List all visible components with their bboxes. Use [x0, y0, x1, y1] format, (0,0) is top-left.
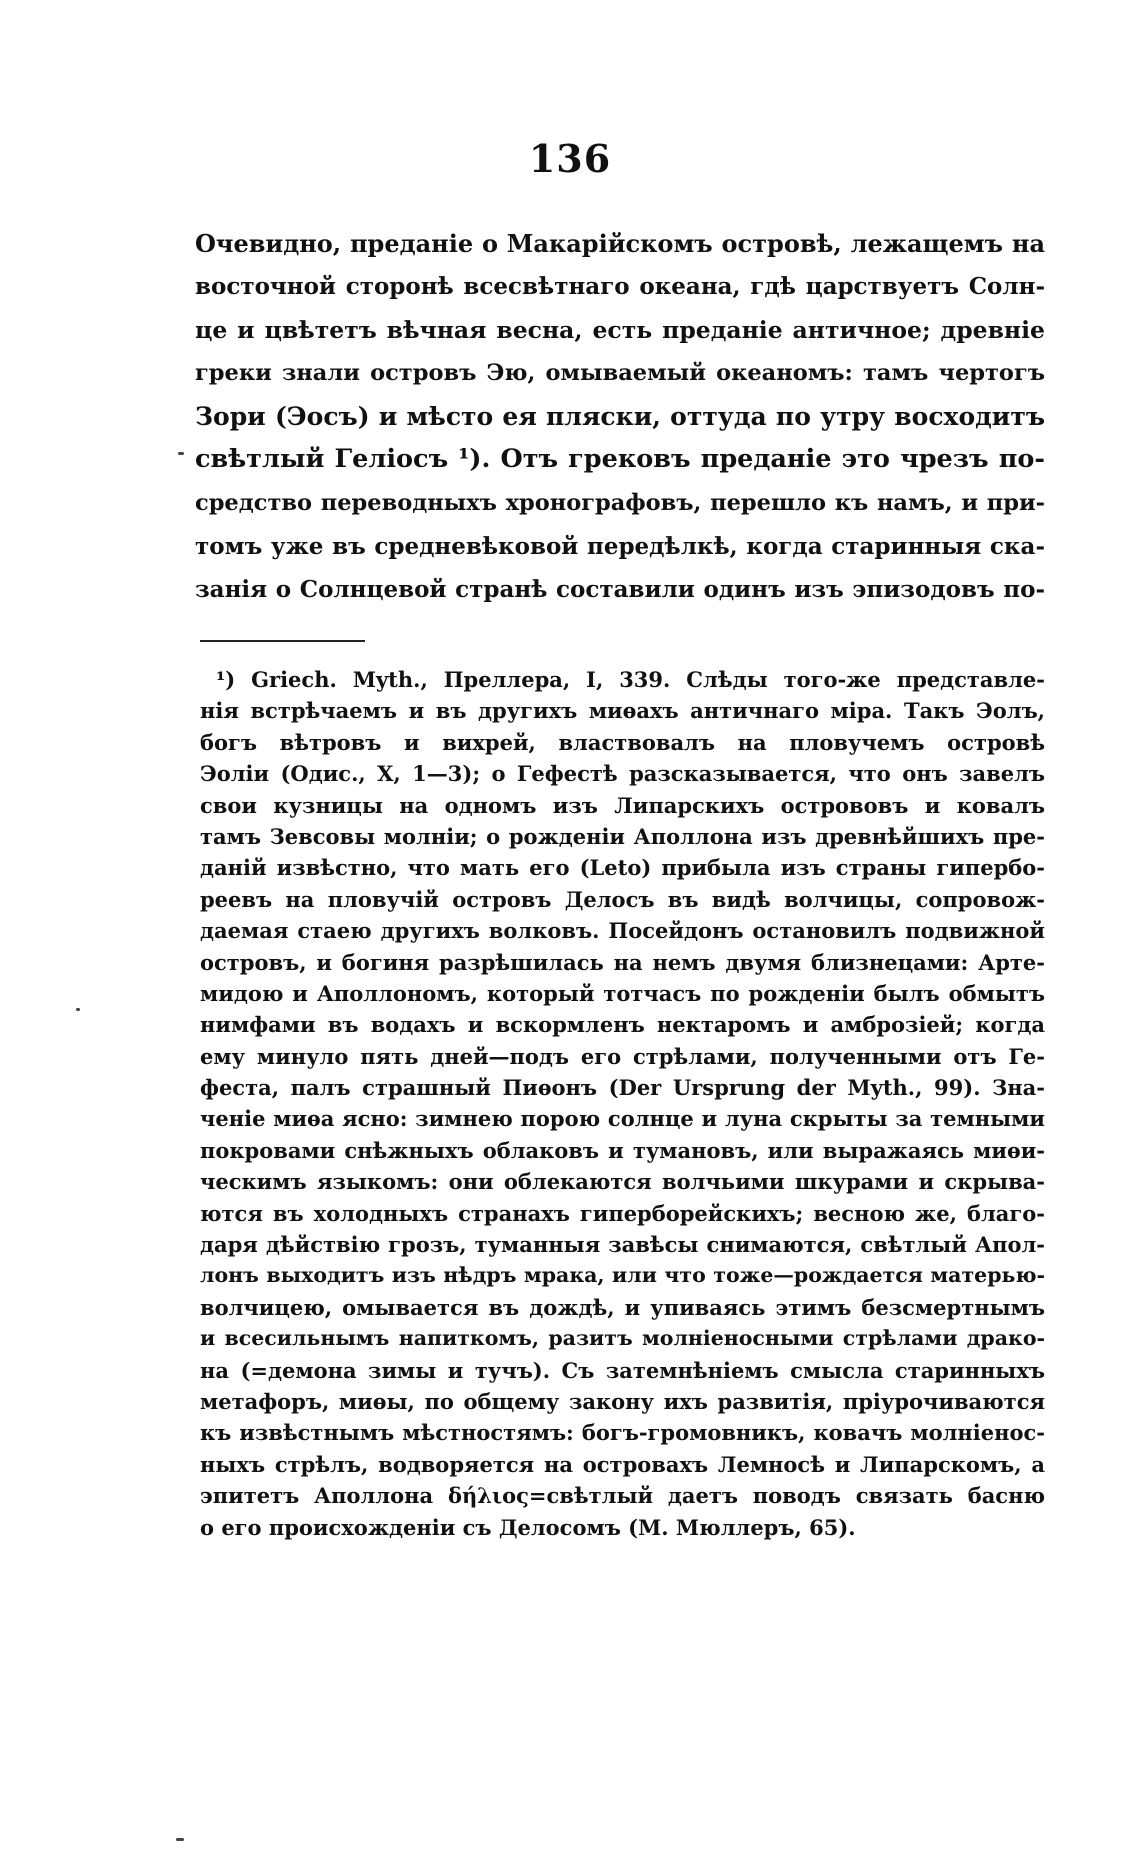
footnote-line: ¹) Griech. Myth., Преллера, I, 339. Слѣды того-же представле-: [216, 667, 1045, 692]
footnote-line: Эоліи (Одис., X, 1—3); о Гефестѣ разсказывается, что онъ завелъ: [200, 761, 1045, 787]
footnote-line: лонъ выходитъ изъ нѣдръ мрака, или что тоже—рождается матерью-: [200, 1263, 1045, 1288]
footnote-line: эпитетъ Аполлона δήλιος=свѣтлый даетъ поводъ связать басню: [200, 1483, 1045, 1509]
scan-speck: [176, 1838, 184, 1841]
main-text-line: Очевидно, преданіе о Макарійскомъ островѣ, лежащемъ на: [195, 229, 1045, 258]
main-text-line: восточной сторонѣ всесвѣтнаго океана, гдѣ царствуетъ Солн-: [195, 273, 1045, 301]
footnote-line: ются въ холодныхъ странахъ гиперборейскихъ; весною же, благо-: [200, 1200, 1045, 1226]
footnote-line: къ извѣстнымъ мѣстностямъ: богъ-громовникъ, ковачъ молніенос-: [200, 1420, 1045, 1446]
footnote-line: ческимъ языкомъ: они облекаются волчьими шкурами и скрыва-: [200, 1169, 1045, 1195]
footnote-line: нимфами въ водахъ и вскормленъ нектаромъ и амброзіей; когда: [200, 1012, 1045, 1038]
footnote-line: ныхъ стрѣлъ, водворяется на островахъ Лемносѣ и Липарскомъ, а: [200, 1451, 1045, 1477]
main-paragraph: [195, 222, 1045, 612]
main-text-line: це и цвѣтетъ вѣчная весна, есть преданіе античное; древніе: [195, 315, 1045, 344]
footnote-line: ченіе миѳа ясно: зимнею порою солнце и луна скрыты за темными: [200, 1106, 1045, 1132]
main-text-line: томъ уже въ средневѣковой передѣлкѣ, когда старинныя ска-: [195, 533, 1045, 561]
main-text-line: греки знали островъ Эю, омываемый океаномъ: тамъ чертогъ: [195, 359, 1045, 386]
footnote-line: даря дѣйствію грозъ, туманныя завѣсы снимаются, свѣтлый Апол-: [200, 1232, 1045, 1258]
footnote-line: даемая стаею другихъ волковъ. Посейдонъ остановилъ подвижной: [200, 918, 1045, 944]
footnote-line: ему минуло пять дней—подъ его стрѣлами, полученными отъ Ге-: [200, 1043, 1045, 1069]
scan-speck: [178, 452, 184, 455]
footnote-line: о его происхожденіи съ Делосомъ (М. Мюллеръ, 65).: [200, 1514, 856, 1540]
main-text-line: свѣтлый Геліосъ ¹). Отъ грековъ преданіе это чрезъ по-: [195, 444, 1045, 475]
footnote-line: свои кузницы на одномъ изъ Липарскихъ острововъ и ковалъ: [200, 792, 1045, 818]
footnote-line: покровами снѣжныхъ облаковъ и тумановъ, или выражаясь миѳи-: [200, 1137, 1045, 1163]
scan-speck: [76, 1008, 80, 1011]
footnote-line: феста, палъ страшный Пиѳонъ (Der Ursprung der Myth., 99). Зна-: [200, 1075, 1045, 1101]
footnote-line: на (=демона зимы и тучъ). Съ затемнѣніемъ смысла старинныхъ: [200, 1357, 1045, 1383]
main-text-line: Зори (Эосъ) и мѣсто ея пляски, оттуда по утру восходитъ: [195, 402, 1045, 432]
footnote-line: нія встрѣчаемъ и въ другихъ миѳахъ античнаго міра. Такъ Эолъ,: [200, 698, 1045, 724]
footnote-line: тамъ Зевсовы молніи; о рожденіи Аполлона изъ древнѣйшихъ пре-: [200, 823, 1045, 849]
footnote-line: волчицею, омывается въ дождѣ, и упиваясь этимъ безсмертнымъ: [200, 1294, 1045, 1320]
page-number: 136: [528, 136, 612, 181]
footnote-line: даній извѣстно, что мать его (Leto) прибыла изъ страны гипербо-: [200, 855, 1045, 881]
footnote-divider: [200, 640, 365, 642]
main-text-line: средство переводныхъ хронографовъ, перешло къ намъ, и при-: [195, 489, 1045, 516]
footnote-line: богъ вѣтровъ и вихрей, властвовалъ на пловучемъ островѣ: [200, 729, 1045, 755]
main-text-line: занія о Солнцевой странѣ составили одинъ изъ эпизодовъ по-: [195, 576, 1045, 604]
footnote-line: островъ, и богиня разрѣшилась на немъ двумя близнецами: Арте-: [200, 949, 1045, 975]
footnote-line: метафоръ, миѳы, по общему закону ихъ развитія, пріурочиваются: [200, 1388, 1045, 1414]
footnote-line: реевъ на пловучій островъ Делосъ въ видѣ волчицы, сопровож-: [200, 886, 1045, 912]
footnote: [200, 664, 1045, 1543]
footnote-line: и всесильнымъ напиткомъ, разитъ молніеносными стрѣлами драко-: [200, 1326, 1045, 1351]
footnote-line: мидою и Аполлономъ, который тотчасъ по рожденіи былъ обмытъ: [200, 980, 1045, 1006]
